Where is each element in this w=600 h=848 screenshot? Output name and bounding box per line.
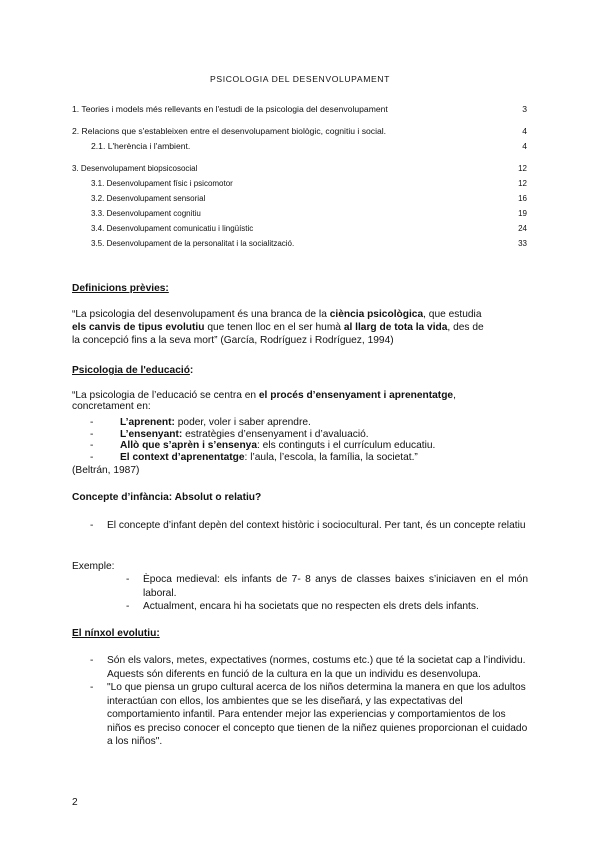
section-heading-ninxol: El nínxol evolutiu: [72, 628, 160, 639]
list-item: - L’aprenent: poder, voler i saber aprendre. [90, 417, 311, 428]
list-item: - Allò que s’aprèn i s’ensenya: els continguts i el currículum educatiu. [90, 440, 436, 451]
list-item: - Actualment, encara hi ha societats que no respecten els drets dels infants. [126, 601, 479, 612]
toc-entry-text: 3.3. Desenvolupament cognitiu [91, 209, 201, 218]
toc-entry[interactable] [72, 209, 527, 221]
toc-entry-page: 19 [518, 209, 527, 218]
definition-quote: “La psicologia del desenvolupament és una branca de la ciència psicològica, que estudia els canvis de tipus evolutiu que tenen lloc en el ser humà al llarg de tota la vida, des de la concepció fins a la seva mort” (García, Rodríguez i Rodríguez, 1994) [72, 309, 484, 347]
list-item: - L’ensenyant: estratègies d’ensenyament i d’avaluació. [90, 428, 369, 440]
example-label: Exemple: [72, 561, 115, 572]
educacio-list [90, 417, 530, 463]
toc-entry-text: 3.2. Desenvolupament sensorial [91, 194, 206, 203]
document-title: PSICOLOGIA DEL DESENVOLUPAMENT [210, 74, 390, 84]
toc-entry-page: 33 [518, 239, 527, 248]
toc-entry[interactable] [72, 224, 527, 236]
toc-entry-text: 3.1. Desenvolupament físic i psicomotor [91, 179, 233, 188]
toc-entry-text: 3.4. Desenvolupament comunicatiu i lingüístic [91, 224, 254, 233]
toc-entry[interactable] [72, 126, 527, 138]
toc-entry-page: 24 [518, 224, 527, 233]
toc-entry-page: 16 [518, 194, 527, 203]
infancia-list [90, 519, 528, 533]
toc-entry[interactable] [72, 164, 527, 176]
toc-entry-text: 3. Desenvolupament biopsicosocial [72, 164, 198, 173]
list-item: - "Lo que piensa un grupo cultural acerca de los niños determina la manera en que los adultos interactúan con ellos, los ambientes que se les diseñará, y las expectativas del comportamiento infantil. Para entender mejor las experiencias y comportamientos de los niños es preciso conocer el concepto que tienen de la niñez quienes proporcionan el cuidado a los niños". [90, 682, 528, 747]
toc-entry-text: 2. Relacions que s'estableixen entre el desenvolupament biològic, cognitiu i social. [72, 126, 387, 136]
list-item: - Època medieval: els infants de 7- 8 anys de classes baixes s’iniciaven en el món laboral. [126, 574, 528, 599]
toc-entry-text: 1. Teories i models més rellevants en l'estudi de la psicologia del desenvolupament [72, 104, 388, 114]
ninxol-list [90, 654, 528, 749]
toc-entry[interactable] [72, 104, 527, 116]
toc-entry[interactable] [72, 194, 527, 206]
toc-entry[interactable] [72, 141, 527, 153]
section-heading-infancia: Concepte d’infància: Absolut o relatiu? [72, 492, 262, 503]
section-heading-definicions: Definicions prèvies: [72, 283, 169, 294]
list-item: - El concepte d’infant depèn del context històric i sociocultural. Per tant, és un concepte relatiu [90, 520, 526, 531]
toc-entry-page: 3 [522, 104, 527, 114]
toc-entry[interactable] [72, 239, 527, 251]
list-item: - El context d’aprenentatge: l’aula, l’escola, la família, la societat.” [90, 451, 418, 463]
toc-entry-page: 12 [518, 179, 527, 188]
section-heading-educacio: Psicologia de l'educació: [72, 365, 194, 376]
toc-entry[interactable] [72, 179, 527, 191]
educacio-intro: “La psicologia de l’educació se centra en el procés d’ensenyament i aprenentatge, concretament en: [72, 390, 456, 413]
citation-source: (Beltrán, 1987) [72, 465, 140, 476]
example-list [126, 573, 528, 614]
toc-entry-text: 3.5. Desenvolupament de la personalitat i la socialització. [91, 239, 295, 248]
toc-entry-page: 12 [518, 164, 527, 173]
toc-entry-text: 2.1. L'herència i l'ambient. [91, 141, 191, 151]
toc-entry-page: 4 [522, 126, 527, 136]
toc-entry-page: 4 [522, 141, 527, 151]
list-item: - Són els valors, metes, expectatives (normes, costums etc.) que té la societat cap a l’individu. Aquests són diferents en funció de la cultura en la que un individu es desenvolupa. [90, 655, 526, 680]
page-number: 2 [72, 797, 78, 808]
